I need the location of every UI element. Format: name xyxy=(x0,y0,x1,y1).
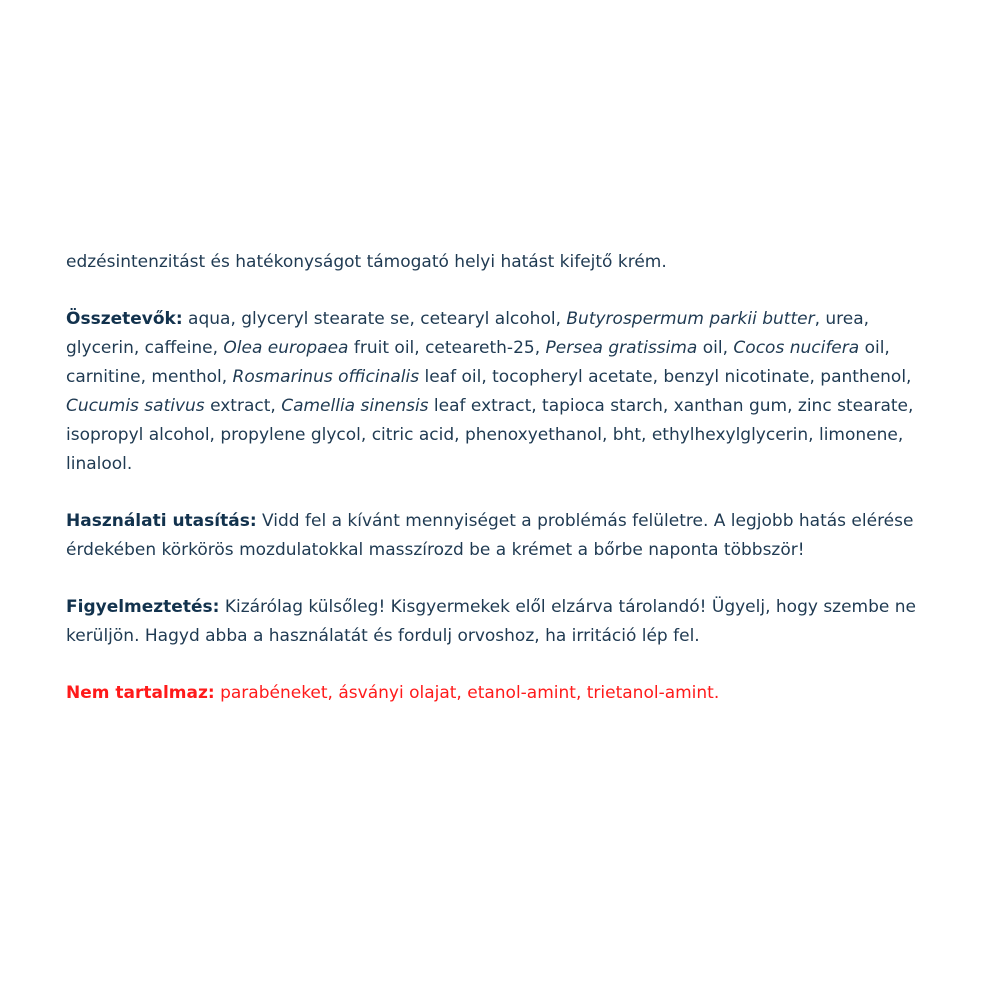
ingredient-latin-name: Rosmarinus officinalis xyxy=(232,367,420,387)
intro-paragraph: edzésintenzitást és hatékonyságot támogató helyi hatást kifejtő krém. xyxy=(66,252,667,272)
ingredients-paragraph xyxy=(66,305,934,479)
ingredient-latin-name: Olea europaea xyxy=(223,338,349,358)
ingredient-text-segment: fruit oil, ceteareth-25, xyxy=(348,338,546,358)
usage-paragraph xyxy=(66,507,934,565)
usage-label: Használati utasítás: xyxy=(66,511,257,531)
ingredient-text-segment: leaf extract, tapioca starch, xanthan gum, zinc stearate, isopropyl alcohol, propylene glycol, citric acid, phenoxyethanol, bht, ethylhexylglycerin, limonene, linalool. xyxy=(66,396,914,474)
ingredient-latin-name: Cucumis sativus xyxy=(66,396,205,416)
free-from-text: parabéneket, ásványi olajat, etanol-amint, trietanol-amint. xyxy=(214,683,720,703)
warning-label: Figyelmeztetés: xyxy=(66,597,220,617)
product-description xyxy=(66,248,934,736)
free-from-label: Nem tartalmaz: xyxy=(66,683,215,703)
ingredient-latin-name: Camellia sinensis xyxy=(281,396,429,416)
ingredient-text-segment: , urea, glycerin, caffeine, xyxy=(66,309,870,358)
ingredient-latin-name: Cocos nucifera xyxy=(733,338,860,358)
ingredient-text-segment: oil, carnitine, menthol, xyxy=(66,338,890,387)
free-from-paragraph xyxy=(66,679,934,708)
ingredient-latin-name: Persea gratissima xyxy=(545,338,698,358)
usage-text: Vidd fel a kívánt mennyiséget a problémás felületre. A legjobb hatás elérése érdekében körkörös mozdulatokkal masszírozd be a krémet a bőrbe naponta többször! xyxy=(66,511,914,560)
warning-paragraph xyxy=(66,593,934,651)
warning-text: Kizárólag külsőleg! Kisgyermekek elől elzárva tárolandó! Ügyelj, hogy szembe ne kerüljön. Hagyd abba a használatát és fordulj orvoshoz, ha irritáció lép fel. xyxy=(66,597,917,646)
ingredient-text-segment: leaf oil, tocopheryl acetate, benzyl nicotinate, panthenol, xyxy=(419,367,912,387)
ingredients-text xyxy=(66,309,913,474)
ingredients-label: Összetevők: xyxy=(66,309,183,329)
ingredient-text-segment: extract, xyxy=(204,396,282,416)
ingredient-text-segment: oil, xyxy=(697,338,734,358)
ingredient-latin-name: Butyrospermum parkii butter xyxy=(566,309,815,329)
ingredient-text-segment: aqua, glyceryl stearate se, cetearyl alcohol, xyxy=(182,309,567,329)
